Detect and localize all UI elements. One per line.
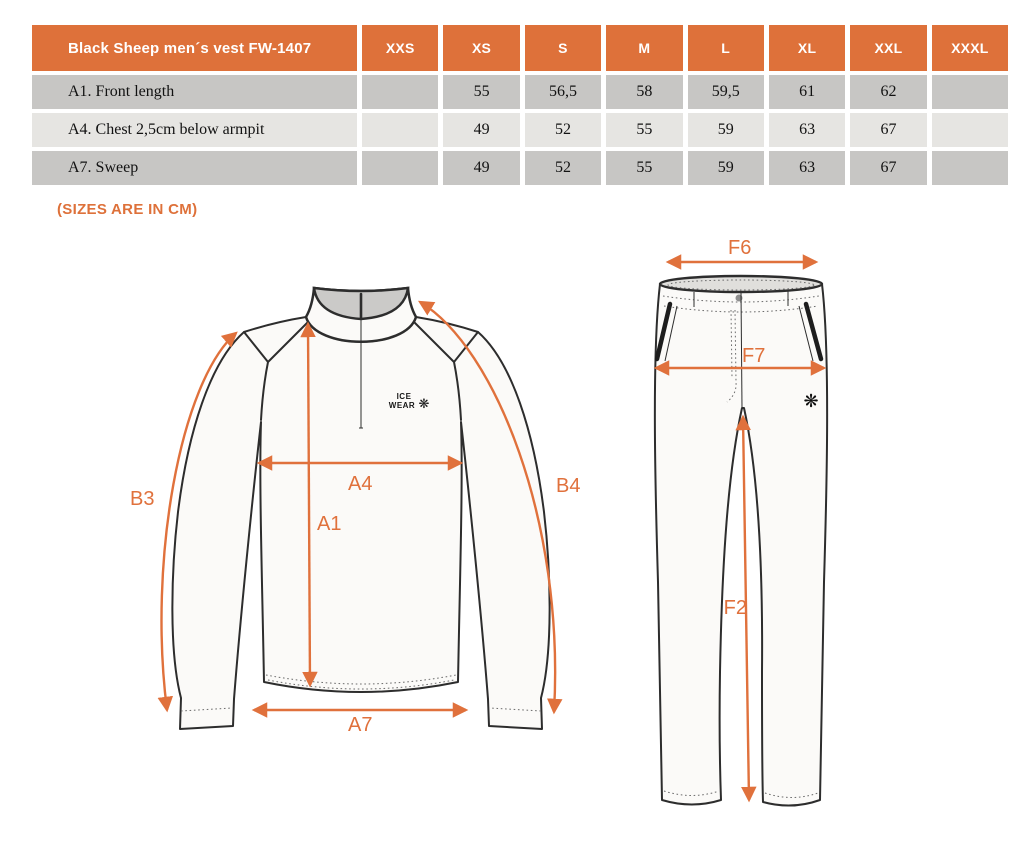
cell-value — [362, 113, 438, 147]
label-F6: F6 — [728, 237, 752, 259]
cell-value: 59 — [688, 151, 764, 185]
cell-value: 61 — [769, 75, 845, 109]
cell-value: 59 — [688, 113, 764, 147]
cell-value — [362, 75, 438, 109]
size-column-header-xxl: XXL — [850, 25, 926, 71]
size-column-header-xxs: XXS — [362, 25, 438, 71]
row-label-chest: A4. Chest 2,5cm below armpit — [32, 113, 357, 147]
garment-diagrams — [0, 232, 1030, 847]
cell-value: 52 — [525, 113, 601, 147]
label-A1: A1 — [317, 513, 342, 535]
cell-value — [932, 113, 1008, 147]
size-column-header-s: S — [525, 25, 601, 71]
cell-value: 55 — [443, 75, 519, 109]
cell-value: 58 — [606, 75, 682, 109]
label-F2: F2 — [723, 597, 747, 619]
cell-value: 62 — [850, 75, 926, 109]
logo-text-line1: ICE — [396, 392, 412, 401]
shirt-drawing — [130, 288, 580, 736]
label-B4: B4 — [556, 475, 581, 497]
cell-value: 52 — [525, 151, 601, 185]
size-column-header-xl: XL — [769, 25, 845, 71]
label-A7: A7 — [348, 714, 373, 736]
size-column-header-m: M — [606, 25, 682, 71]
label-F7: F7 — [742, 345, 766, 367]
cell-value: 55 — [606, 151, 682, 185]
cell-value — [932, 75, 1008, 109]
label-B3: B3 — [130, 488, 155, 510]
pants-drawing — [655, 237, 827, 806]
size-table — [32, 25, 1008, 185]
size-column-header-l: L — [688, 25, 764, 71]
pants-outline — [655, 279, 827, 806]
snowflake-icon: ❋ — [418, 396, 430, 411]
cell-value: 67 — [850, 113, 926, 147]
row-label-sweep: A7. Sweep — [32, 151, 357, 185]
cell-value: 59,5 — [688, 75, 764, 109]
cell-value: 63 — [769, 151, 845, 185]
sizes-unit-note: (SIZES ARE IN CM) — [57, 201, 198, 218]
size-column-header-xs: XS — [443, 25, 519, 71]
row-label-front-length: A1. Front length — [32, 75, 357, 109]
cell-value: 67 — [850, 151, 926, 185]
cell-value — [932, 151, 1008, 185]
cell-value: 56,5 — [525, 75, 601, 109]
label-A4: A4 — [348, 473, 373, 495]
snowflake-icon: ❋ — [803, 391, 819, 411]
cell-value: 63 — [769, 113, 845, 147]
cell-value — [362, 151, 438, 185]
table-title: Black Sheep men´s vest FW-1407 — [32, 25, 357, 71]
cell-value: 55 — [606, 113, 682, 147]
cell-value: 49 — [443, 113, 519, 147]
cell-value: 49 — [443, 151, 519, 185]
size-column-header-xxxl: XXXL — [932, 25, 1008, 71]
logo-text-line2: WEAR — [388, 401, 416, 410]
